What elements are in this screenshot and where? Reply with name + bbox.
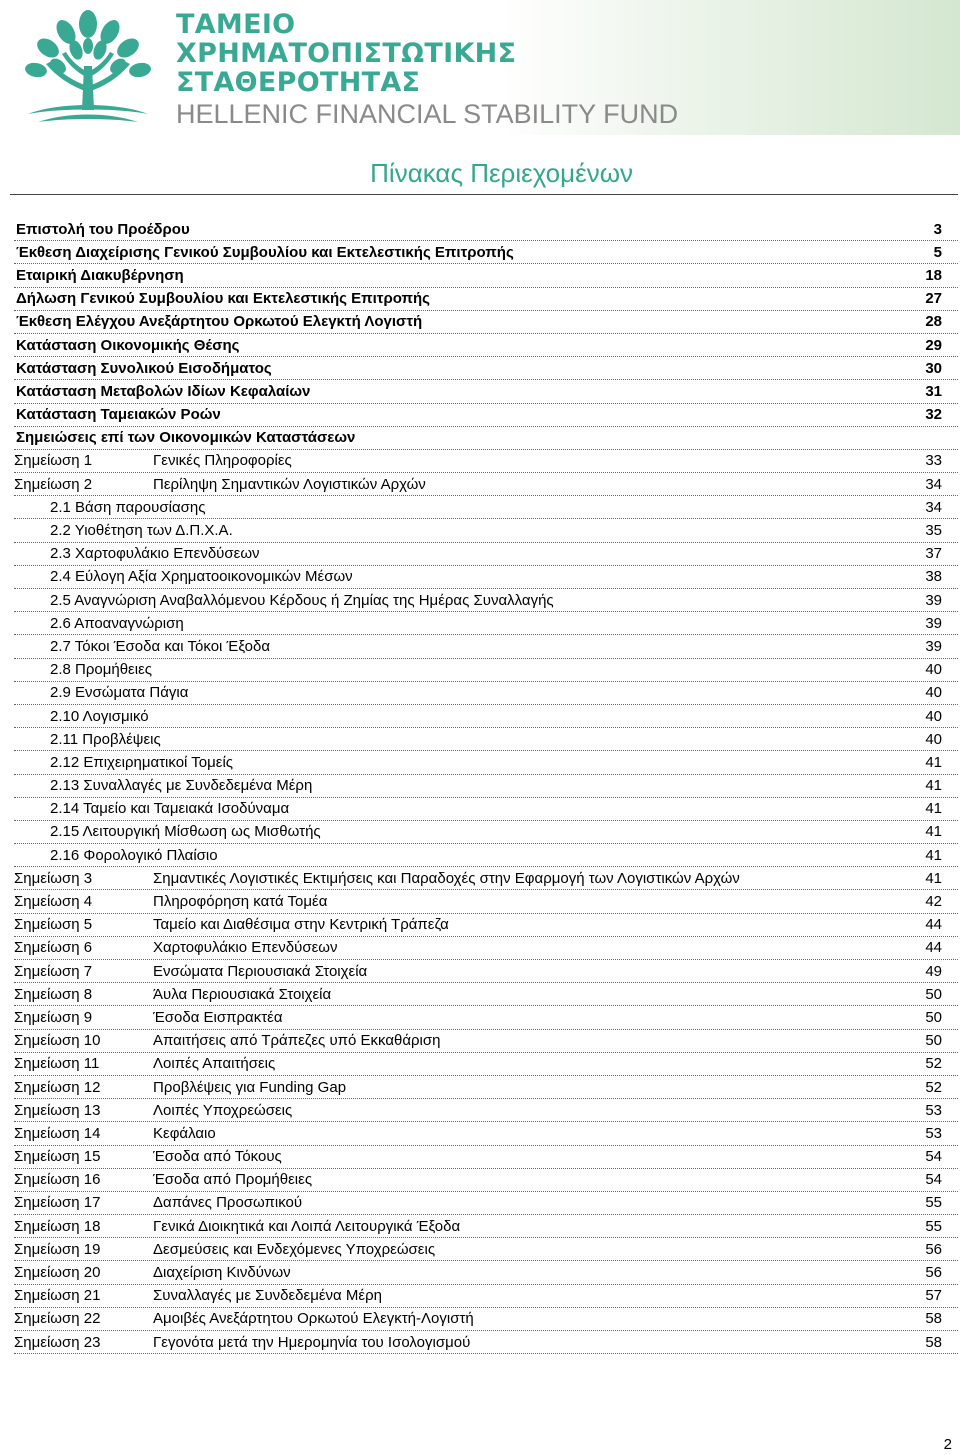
toc-entry[interactable] (14, 798, 958, 821)
toc-entry[interactable] (14, 264, 958, 287)
toc-page-number: 55 (925, 1194, 942, 1212)
table-of-contents (14, 218, 958, 1354)
toc-page-number: 38 (925, 568, 942, 586)
toc-entry-label: 2.13 Συναλλαγές με Συνδεδεμένα Μέρη (50, 777, 313, 795)
toc-entry-label: Περίληψη Σημαντικών Λογιστικών Αρχών (153, 475, 426, 493)
toc-page-number: 40 (925, 730, 942, 748)
toc-entry[interactable] (14, 450, 958, 473)
toc-entry[interactable] (14, 1030, 958, 1053)
toc-entry-label: 2.9 Ενσώματα Πάγια (50, 684, 189, 702)
toc-note-number: Σημείωση 23 (14, 1333, 101, 1351)
toc-page-number: 50 (925, 985, 942, 1003)
toc-note-number: Σημείωση 17 (14, 1194, 101, 1212)
toc-entry[interactable] (14, 775, 958, 798)
toc-entry-label: Έσοδα Εισπρακτέα (153, 1008, 283, 1026)
toc-note-number: Σημείωση 10 (14, 1032, 101, 1050)
toc-entry-label: Σημειώσεις επί των Οικονομικών Καταστάσεων (16, 429, 356, 447)
toc-note-number: Σημείωση 2 (14, 475, 93, 493)
toc-entry-label: Σημαντικές Λογιστικές Εκτιμήσεις και Παραδοχές στην Εφαρμογή των Λογιστικών Αρχών (153, 869, 740, 887)
toc-entry-label: 2.10 Λογισμικό (50, 707, 149, 725)
toc-note-number: Σημείωση 5 (14, 916, 93, 934)
toc-entry-label: 2.2 Υιοθέτηση των Δ.Π.Χ.Α. (50, 522, 233, 540)
toc-entry[interactable] (14, 1076, 958, 1099)
toc-entry[interactable] (14, 1006, 958, 1029)
toc-entry[interactable] (14, 566, 958, 589)
toc-page-number: 54 (925, 1148, 942, 1166)
toc-page-number: 32 (925, 406, 942, 424)
toc-entry[interactable] (14, 937, 958, 960)
logo-english-name: HELLENIC FINANCIAL STABILITY FUND (176, 99, 679, 129)
toc-page-number: 31 (925, 382, 942, 400)
toc-page-number: 56 (925, 1264, 942, 1282)
toc-note-number: Σημείωση 20 (14, 1264, 101, 1282)
toc-entry-label: Δήλωση Γενικού Συμβουλίου και Εκτελεστικής Επιτροπής (16, 290, 430, 308)
toc-entry-label: Γενικά Διοικητικά και Λοιπά Λειτουργικά Έξοδα (153, 1217, 461, 1235)
toc-page-number: 53 (925, 1124, 942, 1142)
title-divider (10, 194, 958, 195)
toc-entry[interactable] (14, 380, 958, 403)
toc-note-number: Σημείωση 15 (14, 1148, 101, 1166)
toc-entry-label: Χαρτοφυλάκιο Επενδύσεων (153, 939, 338, 957)
toc-page-number: 53 (925, 1101, 942, 1119)
toc-entry-label: Αμοιβές Ανεξάρτητου Ορκωτού Ελεγκτή-Λογιστή (153, 1310, 474, 1328)
toc-entry[interactable] (14, 1146, 958, 1169)
toc-entry-label: 2.8 Προμήθειες (50, 661, 152, 679)
toc-entry-label: Διαχείριση Κινδύνων (153, 1264, 291, 1282)
toc-entry[interactable] (14, 890, 958, 913)
toc-page-number: 41 (925, 753, 942, 771)
toc-entry[interactable] (14, 1099, 958, 1122)
toc-page-number: 41 (925, 846, 942, 864)
toc-entry[interactable] (14, 1308, 958, 1331)
toc-entry-label: Κατάσταση Συνολικού Εισοδήματος (16, 359, 272, 377)
toc-entry-label: Ενσώματα Περιουσιακά Στοιχεία (153, 962, 368, 980)
toc-page-number: 34 (925, 475, 942, 493)
toc-entry-label: Κατάσταση Οικονομικής Θέσης (16, 336, 240, 354)
page-number: 2 (943, 1436, 952, 1453)
toc-entry-label: 2.6 Αποαναγνώριση (50, 614, 184, 632)
toc-note-number: Σημείωση 14 (14, 1124, 101, 1142)
toc-page-number: 28 (925, 313, 942, 331)
toc-page-number: 56 (925, 1240, 942, 1258)
toc-entry-label: Έσοδα από Τόκους (153, 1148, 282, 1166)
toc-page-number: 39 (925, 614, 942, 632)
toc-entry[interactable] (14, 519, 958, 542)
toc-entry[interactable] (14, 682, 958, 705)
toc-page-number: 39 (925, 637, 942, 655)
toc-entry-label: Επιστολή του Προέδρου (16, 220, 190, 238)
toc-entry[interactable] (14, 589, 958, 612)
toc-page-number: 33 (925, 452, 942, 470)
toc-entry[interactable] (14, 914, 958, 937)
toc-note-number: Σημείωση 16 (14, 1171, 101, 1189)
toc-note-number: Σημείωση 9 (14, 1008, 93, 1026)
toc-page-number: 41 (925, 869, 942, 887)
toc-entry[interactable] (14, 1215, 958, 1238)
toc-note-number: Σημείωση 1 (14, 452, 93, 470)
fund-logo-text (176, 10, 678, 129)
toc-entry[interactable] (14, 334, 958, 357)
toc-note-number: Σημείωση 22 (14, 1310, 101, 1328)
toc-entry-label: 2.1 Βάση παρουσίασης (50, 498, 206, 516)
toc-entry-label: Έκθεση Διαχείρισης Γενικού Συμβουλίου και Εκτελεστικής Επιτροπής (16, 243, 514, 261)
toc-entry[interactable] (14, 844, 958, 867)
toc-entry-label: 2.7 Τόκοι Έσοδα και Τόκοι Έξοδα (50, 637, 270, 655)
toc-entry[interactable] (14, 983, 958, 1006)
toc-page-number: 39 (925, 591, 942, 609)
toc-entry-label: Γενικές Πληροφορίες (153, 452, 292, 470)
page-title: Πίνακας Περιεχομένων (370, 158, 633, 188)
toc-note-number: Σημείωση 12 (14, 1078, 101, 1096)
toc-page-number: 58 (925, 1333, 942, 1351)
toc-entry[interactable] (14, 960, 958, 983)
toc-page-number: 42 (925, 893, 942, 911)
toc-entry-label: Προβλέψεις για Funding Gap (153, 1078, 347, 1096)
toc-entry-label: 2.3 Χαρτοφυλάκιο Επενδύσεων (50, 545, 260, 563)
toc-entry[interactable] (14, 473, 958, 496)
toc-entry-label: Κεφάλαιο (153, 1124, 216, 1142)
toc-page-number: 44 (925, 916, 942, 934)
toc-page-number: 27 (925, 290, 942, 308)
toc-entry[interactable] (14, 288, 958, 311)
toc-page-number: 35 (925, 522, 942, 540)
toc-entry-label: 2.15 Λειτουργική Μίσθωση ως Μισθωτής (50, 823, 321, 841)
toc-entry[interactable] (14, 728, 958, 751)
toc-page-number: 57 (925, 1287, 942, 1305)
toc-entry-label: Έσοδα από Προμήθειες (153, 1171, 313, 1189)
toc-entry-label: Άυλα Περιουσιακά Στοιχεία (153, 985, 332, 1003)
toc-page-number: 58 (925, 1310, 942, 1328)
toc-entry-label: Γεγονότα μετά την Ημερομηνία του Ισολογισμού (153, 1333, 471, 1351)
toc-entry-label: Κατάσταση Μεταβολών Ιδίων Κεφαλαίων (16, 382, 311, 400)
toc-entry[interactable] (14, 496, 958, 519)
toc-note-number: Σημείωση 3 (14, 869, 93, 887)
toc-entry-label: 2.5 Αναγνώριση Αναβαλλόμενου Κέρδους ή Ζημίας της Ημέρας Συναλλαγής (50, 591, 554, 609)
toc-entry[interactable] (14, 1053, 958, 1076)
toc-entry-label: 2.11 Προβλέψεις (50, 730, 161, 748)
toc-entry[interactable] (14, 1261, 958, 1284)
toc-page-number: 52 (925, 1078, 942, 1096)
toc-page-number: 54 (925, 1171, 942, 1189)
toc-note-number: Σημείωση 18 (14, 1217, 101, 1235)
logo-greek-line-1: ΤΑΜΕΙΟ (176, 9, 296, 40)
toc-page-number: 30 (925, 359, 942, 377)
toc-note-number: Σημείωση 21 (14, 1287, 101, 1305)
toc-entry-label: Εταιρική Διακυβέρνηση (16, 266, 184, 284)
toc-entry-label: Ταμείο και Διαθέσιμα στην Κεντρική Τράπεζα (153, 916, 449, 934)
toc-entry-label: 2.14 Ταμείο και Ταμειακά Ισοδύναμα (50, 800, 290, 818)
toc-page-number: 5 (933, 243, 942, 261)
toc-page-number: 50 (925, 1008, 942, 1026)
toc-entry-label: Λοιπές Απαιτήσεις (153, 1055, 276, 1073)
toc-entry[interactable] (14, 1285, 958, 1308)
toc-entry[interactable] (14, 1238, 958, 1261)
toc-entry[interactable] (14, 311, 958, 334)
toc-entry[interactable] (14, 821, 958, 844)
toc-page-number: 37 (925, 545, 942, 563)
toc-entry[interactable] (14, 241, 958, 264)
toc-entry[interactable] (14, 357, 958, 380)
toc-page-number: 40 (925, 661, 942, 679)
toc-entry-label: Απαιτήσεις από Τράπεζες υπό Εκκαθάριση (153, 1032, 441, 1050)
toc-entry[interactable] (14, 427, 958, 450)
toc-entry-label: 2.12 Επιχειρηματικοί Τομείς (50, 753, 234, 771)
toc-page-number: 41 (925, 823, 942, 841)
toc-entry-label: Δαπάνες Προσωπικού (153, 1194, 303, 1212)
toc-page-number: 18 (925, 266, 942, 284)
toc-entry[interactable] (14, 751, 958, 774)
logo-greek-line-3: ΣΤΑΘΕΡΟΤΗΤΑΣ (176, 67, 421, 98)
toc-page-number: 40 (925, 684, 942, 702)
tree-logo-icon (18, 6, 158, 130)
toc-note-number: Σημείωση 4 (14, 893, 93, 911)
toc-page-number: 34 (925, 498, 942, 516)
toc-entry-label: Κατάσταση Ταμειακών Ροών (16, 406, 221, 424)
toc-entry[interactable] (14, 404, 958, 427)
toc-entry-label: Λοιπές Υποχρεώσεις (153, 1101, 293, 1119)
toc-note-number: Σημείωση 8 (14, 985, 93, 1003)
toc-entry[interactable] (14, 867, 958, 890)
toc-entry[interactable] (14, 635, 958, 658)
logo-greek-line-2: ΧΡΗΜΑΤΟΠΙΣΤΩΤΙΚΗΣ (176, 38, 517, 69)
toc-note-number: Σημείωση 7 (14, 962, 93, 980)
toc-page-number: 52 (925, 1055, 942, 1073)
toc-page-number: 44 (925, 939, 942, 957)
toc-entry-label: Πληροφόρηση κατά Τομέα (153, 893, 328, 911)
toc-page-number: 3 (933, 220, 942, 238)
toc-entry[interactable] (14, 705, 958, 728)
toc-page-number: 49 (925, 962, 942, 980)
toc-entry-label: 2.4 Εύλογη Αξία Χρηματοοικονομικών Μέσων (50, 568, 353, 586)
toc-page-number: 50 (925, 1032, 942, 1050)
toc-entry[interactable] (14, 612, 958, 635)
toc-entry[interactable] (14, 218, 958, 241)
toc-note-number: Σημείωση 13 (14, 1101, 101, 1119)
toc-note-number: Σημείωση 11 (14, 1055, 100, 1073)
toc-entry[interactable] (14, 1169, 958, 1192)
toc-entry-label: 2.16 Φορολογικό Πλαίσιο (50, 846, 218, 864)
toc-page-number: 41 (925, 800, 942, 818)
toc-page-number: 29 (925, 336, 942, 354)
toc-entry[interactable] (14, 543, 958, 566)
toc-entry[interactable] (14, 1192, 958, 1215)
toc-entry[interactable] (14, 1331, 958, 1354)
toc-entry[interactable] (14, 1122, 958, 1145)
toc-page-number: 55 (925, 1217, 942, 1235)
toc-entry-label: Έκθεση Ελέγχου Ανεξάρτητου Ορκωτού Ελεγκτή Λογιστή (16, 313, 423, 331)
toc-page-number: 40 (925, 707, 942, 725)
toc-page-number: 41 (925, 777, 942, 795)
toc-note-number: Σημείωση 6 (14, 939, 93, 957)
toc-note-number: Σημείωση 19 (14, 1240, 101, 1258)
toc-entry-label: Δεσμεύσεις και Ενδεχόμενες Υποχρεώσεις (153, 1240, 436, 1258)
toc-entry[interactable] (14, 659, 958, 682)
toc-entry-label: Συναλλαγές με Συνδεδεμένα Μέρη (153, 1287, 382, 1305)
